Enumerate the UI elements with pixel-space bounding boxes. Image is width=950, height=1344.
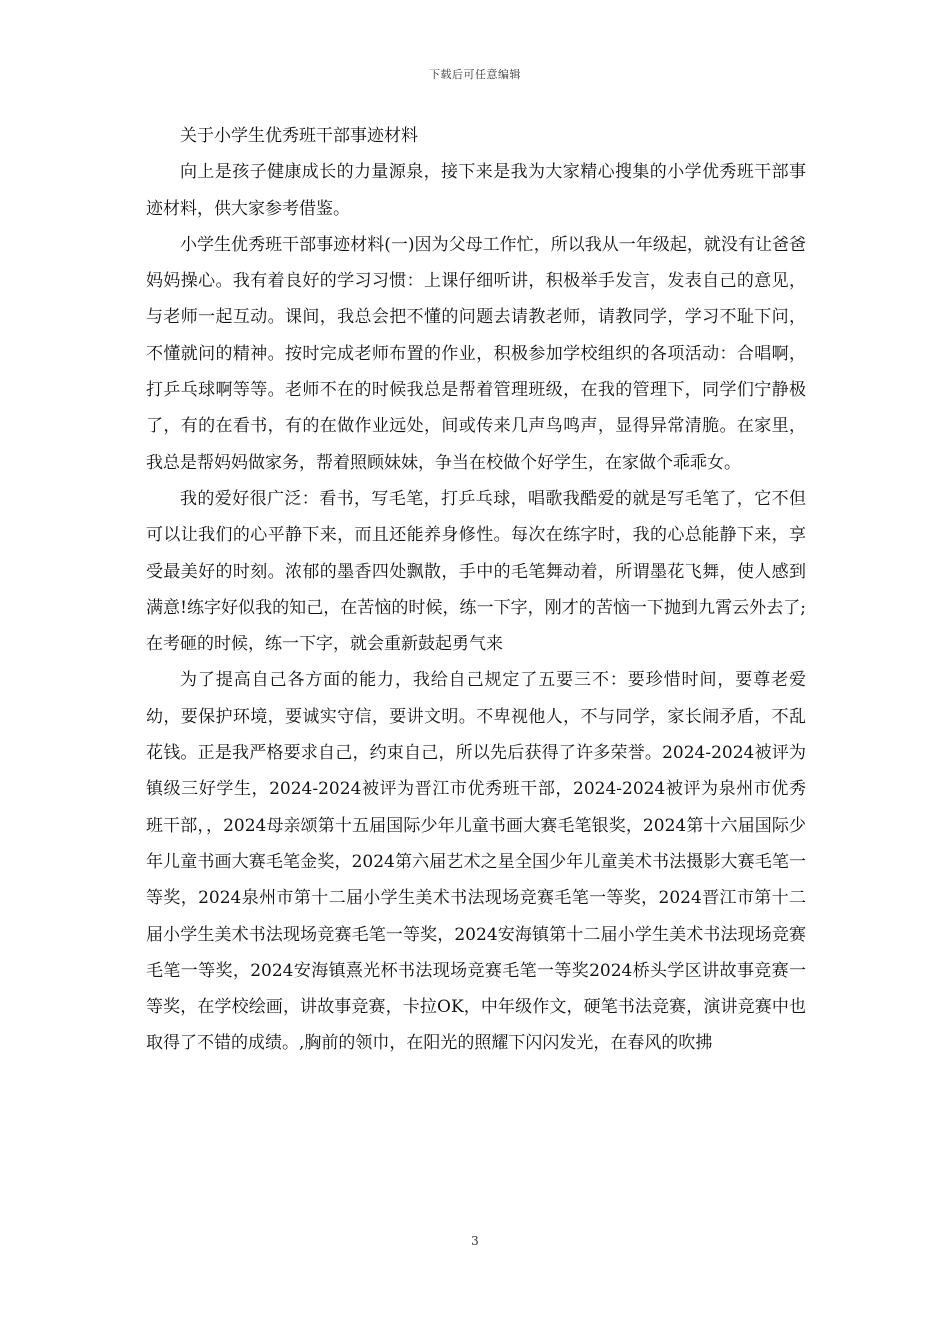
paragraph-study-habits: 小学生优秀班干部事迹材料(一)因为父母工作忙，所以我从一年级起，就没有让爸爸妈妈操心。我有着良好的学习习惯：上课仔细听讲，积极举手发言，发表自己的意见，与老师一起互动。课间，我总会把不懂的问题去请教老师，请教同学，学习不耻下问，不懂就问的精神。按时完成老师布置的作业，积极参加学校组织的各项活动：合唱啊，打乒乓球啊等等。老师不在的时候我总是帮着管理班级，在我的管理下，同学们宁静极了，有的在看书，有的在做作业远处，间或传来几声鸟鸣声，显得异常清脆。在家里，我总是帮妈妈做家务，帮着照顾妹妹，争当在校做个好学生，在家做个乖乖女。 bbox=[146, 234, 806, 473]
paragraph-honors: 为了提高自己各方面的能力，我给自己规定了五要三不：要珍惜时间，要尊老爱幼，要保护环境，要诚实守信，要讲文明。不卑视他人，不与同学，家长闹矛盾，不乱花钱。正是我严格要求自己，约束自己，所以先后获得了许多荣誉。2024-2024被评为镇级三好学生，2024-2024被评为晋江市优秀班干部，2024-2024被评为泉州市优秀班干部，，2024母亲颂第十五届国际少年儿童书画大赛毛笔银奖，2024第十六届国际少年儿童书画大赛毛笔金奖，2024第六届艺术之星全国少年儿童美术书法摄影大赛毛笔一等奖，2024泉州市第十二届小学生美术书法现场竞赛毛笔一等奖，2024晋江市第十二届小学生美术书法现场竞赛毛笔一等奖，2024安海镇第十二届小学生美术书法现场竞赛毛笔一等奖，2024安海镇熹光杯书法现场竞赛毛笔一等奖2024桥头学区讲故事竞赛一等奖，在学校绘画，讲故事竞赛，卡拉OK，中年级作文，硬笔书法竞赛，演讲竞赛中也取得了不错的成绩。,胸前的领巾，在阳光的照耀下闪闪发光，在春风的吹拂 bbox=[146, 670, 806, 1054]
document-body bbox=[146, 118, 806, 1062]
page-header: 下载后可任意编辑 bbox=[429, 68, 521, 81]
document-title: 关于小学生优秀班干部事迹材料 bbox=[180, 126, 418, 146]
paragraph-hobbies: 我的爱好很广泛：看书，写毛笔，打乒乓球，唱歌我酷爱的就是写毛笔了，它不但可以让我们的心平静下来，而且还能养身修性。每次在练字时，我的心总能静下来，享受最美好的时刻。浓郁的墨香四处飘散，手中的毛笔舞动着，所谓墨花飞舞，使人感到满意!练字好似我的知己，在苦恼的时候，练一下字，刚才的苦恼一下抛到九霄云外去了;在考砸的时候，练一下字，就会重新鼓起勇气来 bbox=[146, 488, 806, 655]
page-number: 3 bbox=[471, 1234, 479, 1248]
paragraph-intro: 向上是孩子健康成长的力量源泉，接下来是我为大家精心搜集的小学优秀班干部事迹材料，供大家参考借鉴。 bbox=[146, 162, 806, 219]
